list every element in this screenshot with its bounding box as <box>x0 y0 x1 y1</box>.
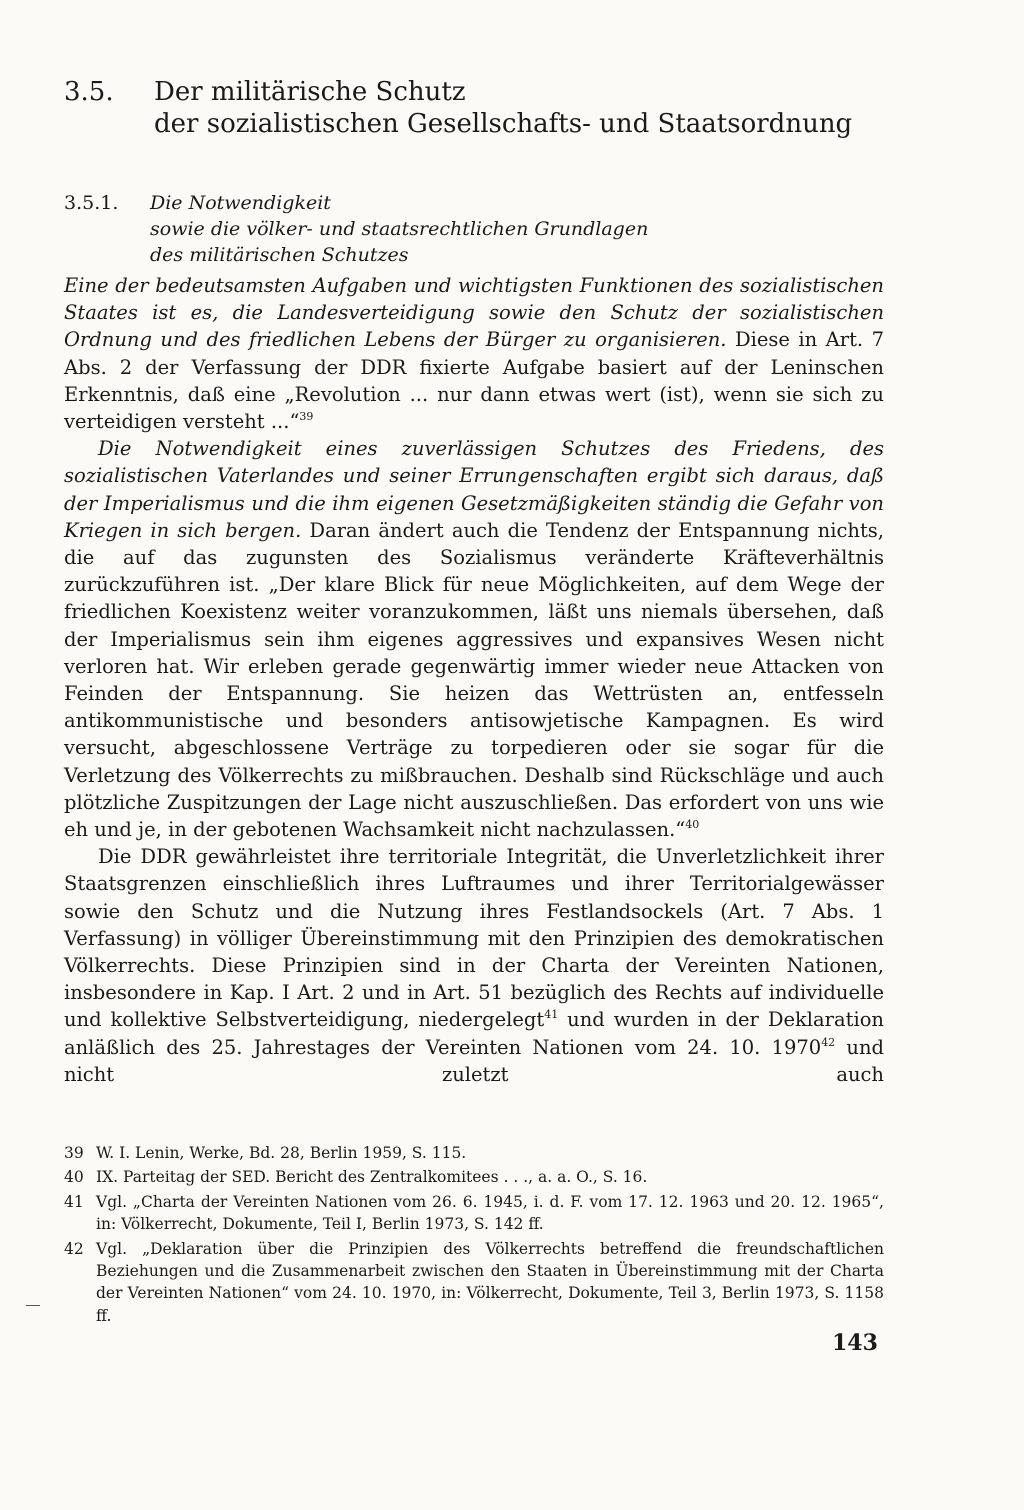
footnote-ref-42: 42 <box>821 1035 836 1049</box>
footnote-39 <box>64 1142 884 1164</box>
subsection-number: 3.5.1. <box>64 192 119 214</box>
footnote-number: 39 <box>64 1144 84 1162</box>
footnote-ref-40: 40 <box>685 818 700 832</box>
paragraph-3-text-b: und wurden in der Deklaration anläßlich des 25. Jahrestages der Vereinten Nationen vom 24. 10. 1970 <box>64 1008 884 1059</box>
footnote-41 <box>64 1191 884 1236</box>
footnote-42 <box>64 1238 884 1328</box>
footnote-text: IX. Parteitag der SED. Bericht des Zentralkomitees . . ., a. a. O., S. 16. <box>96 1168 648 1187</box>
margin-mark <box>26 1305 40 1306</box>
paragraph-2-italic: Die Notwendigkeit eines zuverlässigen Schutzes des Friedens, des sozialistischen Vaterlandes und seiner Errungenschaften ergibt sich daraus, daß der Imperialismus und die ihm eigenen Gesetzmäßigkeiten ständig die Gefahr von Kriegen in sich bergen. <box>64 437 884 542</box>
body-text <box>64 272 884 1088</box>
subsection-title-line-2: sowie die völker- und staatsrechtlichen Grundlagen <box>150 218 649 240</box>
paragraph-1-text: Diese in Art. 7 Abs. 2 der Verfassung der DDR fixierte Aufgabe basiert auf der Leninschen Erkenntnis, daß eine „Revolution ... nur dann etwas wert (ist), wenn sie sich zu verteidigen versteht ...“ <box>64 328 884 434</box>
footnote-text: Vgl. „Deklaration über die Prinzipien des Völkerrechts betreffend die freundschaftlichen Beziehungen und die Zusammenarbeit zwischen den Staaten in Übereinstimmung mit der Charta der Vereinten Nationen“ vom 24. 10. 1970, in: Völkerrecht, Dokumente, Teil 3, Berlin 1973, S. 1158 ff. <box>96 1239 884 1325</box>
footnote-number: 40 <box>64 1168 84 1187</box>
paragraph-3-text-c: und nicht zuletzt auch <box>64 1035 884 1086</box>
footnote-number: 41 <box>64 1192 84 1211</box>
paragraph-2 <box>64 435 884 843</box>
paragraph-1-italic: Eine der bedeutsamsten Aufgaben und wichtigsten Funktionen des sozialistischen Staates ist es, die Landesverteidigung sowie den Schutz der sozialistischen Ordnung und des friedlichen Lebens der Bürger zu organisieren. <box>64 274 884 352</box>
footnote-ref-41: 41 <box>544 1008 559 1022</box>
paragraph-3 <box>64 843 884 1088</box>
paragraph-2-text: Daran ändert auch die Tendenz der Entspannung nichts, die auf das zugunsten des Sozialismus veränderte Kräfteverhältnis zurückzuführen ist. „Der klare Blick für neue Möglichkeiten, auf dem Wege der friedlichen Koexistenz weiter voranzukommen, läßt uns niemals übersehen, daß der Imperialismus sein ihm eigenes aggressives und expansives Wesen nicht verloren hat. Wir erleben gerade gegenwärtig immer wieder neue Attacken von Feinden der Entspannung. Sie heizen das Wettrüsten an, entfesseln antikommunistische und besonders antisowjetische Kampagnen. Es wird versucht, abgeschlossene Verträge zu torpedieren oder sie sogar für die Verletzung des Völkerrechts zu mißbrauchen. Deshalb sind Rückschläge und auch plötzliche Zuspitzungen der Lage nicht auszuschließen. Das erfordert von uns wie eh und je, in der gebotenen Wachsamkeit nicht nachzulassen.“ <box>64 518 884 842</box>
paragraph-1 <box>64 272 884 435</box>
section-number: 3.5. <box>64 77 114 107</box>
footnote-text: Vgl. „Charta der Vereinten Nationen vom 26. 6. 1945, i. d. F. vom 17. 12. 1963 und 20. 12. 1965“, in: Völkerrecht, Dokumente, Teil I, Berlin 1973, S. 142 ff. <box>96 1192 884 1234</box>
footnote-number: 42 <box>64 1239 84 1258</box>
paragraph-3-text-a: Die DDR gewährleistet ihre territoriale Integrität, die Unverletzlichkeit ihrer Staatsgrenzen einschließlich ihres Luftraumes und ihrer Territorialgewässer sowie den Schutz und die Nutzung ihres Festlandsockels (Art. 7 Abs. 1 Verfassung) in völliger Übereinstimmung mit den Prinzipien des demokratischen Völkerrechts. Diese Prinzipien sind in der Charta der Vereinten Nationen, insbesondere in Kap. I Art. 2 und in Art. 51 bezüglich des Rechts auf individuelle und kollektive Selbstverteidigung, niedergelegt <box>64 845 884 1032</box>
footnotes <box>64 1142 884 1329</box>
footnote-text: W. I. Lenin, Werke, Bd. 28, Berlin 1959, S. 115. <box>96 1144 467 1162</box>
footnote-ref-39: 39 <box>299 410 314 424</box>
section-title-line-2: der sozialistischen Gesellschafts- und Staatsordnung <box>154 109 853 139</box>
footnote-40 <box>64 1166 884 1188</box>
subsection-title-line-3: des militärischen Schutzes <box>150 244 409 266</box>
section-title-line-1: Der militärische Schutz <box>154 77 466 107</box>
page-number: 143 <box>832 1330 878 1356</box>
subsection-title-line-1: Die Notwendigkeit <box>150 192 331 214</box>
